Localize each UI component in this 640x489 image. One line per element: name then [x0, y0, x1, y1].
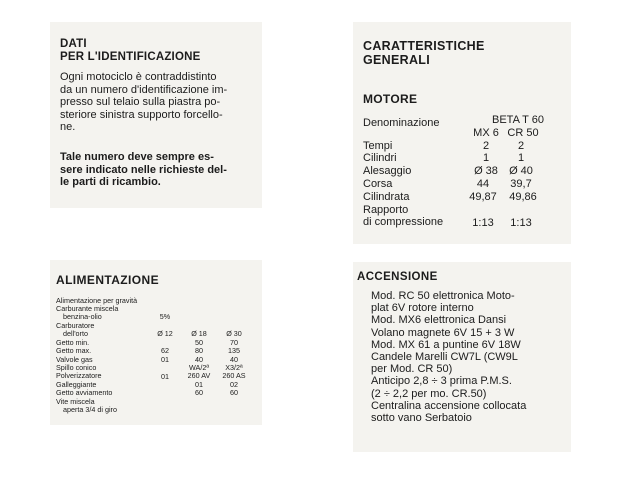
fuel-label: Polverizzatore: [56, 371, 102, 380]
fuel-value: 40: [230, 355, 238, 364]
beta-header: BETA T 60: [492, 114, 544, 126]
fuel-value: 01: [161, 372, 169, 381]
spec-value-a: 1: [482, 152, 490, 164]
spec-label-alesaggio: Alesaggio: [363, 165, 412, 177]
spec-value-b: 2: [517, 140, 525, 152]
title-line1: CARATTERISTICHE: [363, 39, 485, 53]
ignition-panel: [353, 262, 571, 452]
fuel-value: Ø 30: [226, 329, 242, 338]
spec-label-tempi: Tempi: [363, 140, 393, 152]
ignition-title: ACCENSIONE: [357, 271, 438, 283]
ignition-line: Mod. MX 61 a puntine 6V 18W: [371, 338, 521, 351]
ignition-line: Volano magnete 6V 15 + 3 W: [371, 326, 515, 339]
fuel-value: 260 AS: [222, 371, 246, 380]
general-features-panel: [353, 22, 571, 244]
general-features-title: [363, 39, 485, 67]
rapporto-label-line2: di compressione: [363, 216, 444, 228]
fuel-label: Getto avviamento: [56, 388, 113, 397]
identification-paragraph: [60, 71, 227, 134]
fuel-label: Carburante miscela: [56, 304, 119, 313]
fuel-value: 260 AV: [187, 371, 211, 380]
model-b-header: CR 50: [507, 127, 539, 139]
ignition-text: [371, 290, 526, 424]
fuel-label: Spillo conico: [56, 363, 97, 372]
spec-value-b: Ø 40: [509, 165, 533, 177]
fuel-value: Ø 18: [191, 329, 207, 338]
fuel-value: 60: [230, 388, 238, 397]
fuel-label: aperta 3/4 di giro: [63, 405, 117, 414]
fuel-label: Alimentazione per gravità: [56, 296, 138, 305]
fuel-label: Vite miscela: [56, 397, 95, 406]
fuel-value: 01: [161, 355, 169, 364]
ignition-line: plat 6V rotore interno: [371, 302, 474, 315]
fuel-label: Getto min.: [56, 338, 90, 347]
spec-label-cilindrata: Cilindrata: [363, 191, 410, 203]
fuel-value: 40: [195, 355, 203, 364]
fuel-label: Valvole gas: [56, 355, 93, 364]
fuel-value: 135: [228, 346, 240, 355]
fuel-label: Galleggiante: [56, 380, 97, 389]
rapporto-label: [363, 204, 443, 228]
note-line: Tale numero deve sempre es-: [60, 151, 214, 163]
identification-panel: [50, 22, 262, 208]
identification-title-line1: DATI: [60, 38, 87, 50]
ignition-line: per Mod. CR 50): [371, 363, 453, 376]
spec-value-b: 1: [517, 152, 525, 164]
spec-label-cilindri: Cilindri: [363, 152, 397, 164]
identification-note: [60, 151, 227, 189]
fuel-label: dell'orto: [63, 329, 88, 338]
fuel-label: Getto max.: [56, 346, 92, 355]
paragraph-line: da un numero d'identificazione im-: [60, 83, 228, 96]
fuel-value: 02: [230, 380, 238, 389]
identification-title: [60, 38, 200, 64]
fuel-value: 50: [195, 338, 203, 347]
spec-value-b: 49,86: [509, 191, 537, 203]
title-line2: GENERALI: [363, 53, 430, 67]
fuel-value: 70: [230, 338, 238, 347]
ignition-line: Candele Marelli CW7L (CW9L: [371, 351, 518, 364]
fuel-value: Ø 12: [157, 329, 173, 338]
ignition-line: sotto vano Serbatoio: [371, 412, 472, 425]
fuel-value: X3/2ª: [225, 363, 243, 372]
paragraph-line: presso sul telaio sulla piastra po-: [60, 96, 221, 108]
fuel-value: 01: [195, 380, 203, 389]
spec-value-a: Ø 38: [474, 165, 498, 177]
note-line: le parti di ricambio.: [60, 176, 161, 188]
spec-value-a: 49,87: [469, 191, 497, 203]
ignition-line: Centralina accensione collocata: [371, 399, 527, 412]
engine-section-title: MOTORE: [363, 92, 418, 106]
denominazione-label: Denominazione: [363, 117, 440, 129]
fuel-value: 62: [161, 346, 169, 355]
ignition-line: Anticipo 2,8 ÷ 3 prima P.M.S.: [371, 375, 512, 388]
paragraph-line: ne.: [60, 121, 76, 133]
paragraph-line: Ogni motociclo è contraddistinto: [60, 71, 217, 83]
fuel-system-title: ALIMENTAZIONE: [56, 273, 159, 287]
note-line: sere indicato nelle richieste del-: [60, 163, 227, 176]
fuel-value: WA/2ª: [189, 363, 209, 372]
rapporto-label-line1: Rapporto: [363, 204, 409, 216]
fuel-system-panel: [50, 260, 262, 425]
spec-label-corsa: Corsa: [363, 178, 393, 190]
spec-value-a: 44: [476, 178, 490, 190]
ignition-line: Mod. MX6 elettronica Dansi: [371, 314, 507, 327]
paragraph-line: steriore sinistra supporto forcello-: [60, 108, 223, 121]
identification-title-line2: PER L'IDENTIFICAZIONE: [60, 51, 201, 63]
rapporto-value-a: 1:13: [472, 217, 494, 229]
ignition-line: Mod. RC 50 elettronica Moto-: [371, 290, 515, 302]
miscela-value: 5%: [159, 312, 171, 321]
fuel-label: Carburatore: [56, 321, 95, 330]
rapporto-value-b: 1:13: [510, 217, 532, 229]
fuel-value: 80: [195, 346, 203, 355]
fuel-label: benzina-olio: [63, 312, 102, 321]
ignition-line: (2 ÷ 2,2 per mo. CR.50): [371, 387, 487, 400]
spec-value-b: 39,7: [510, 178, 532, 190]
spec-value-a: 2: [482, 140, 490, 152]
fuel-value: 60: [195, 388, 203, 397]
model-a-header: MX 6: [473, 127, 499, 139]
